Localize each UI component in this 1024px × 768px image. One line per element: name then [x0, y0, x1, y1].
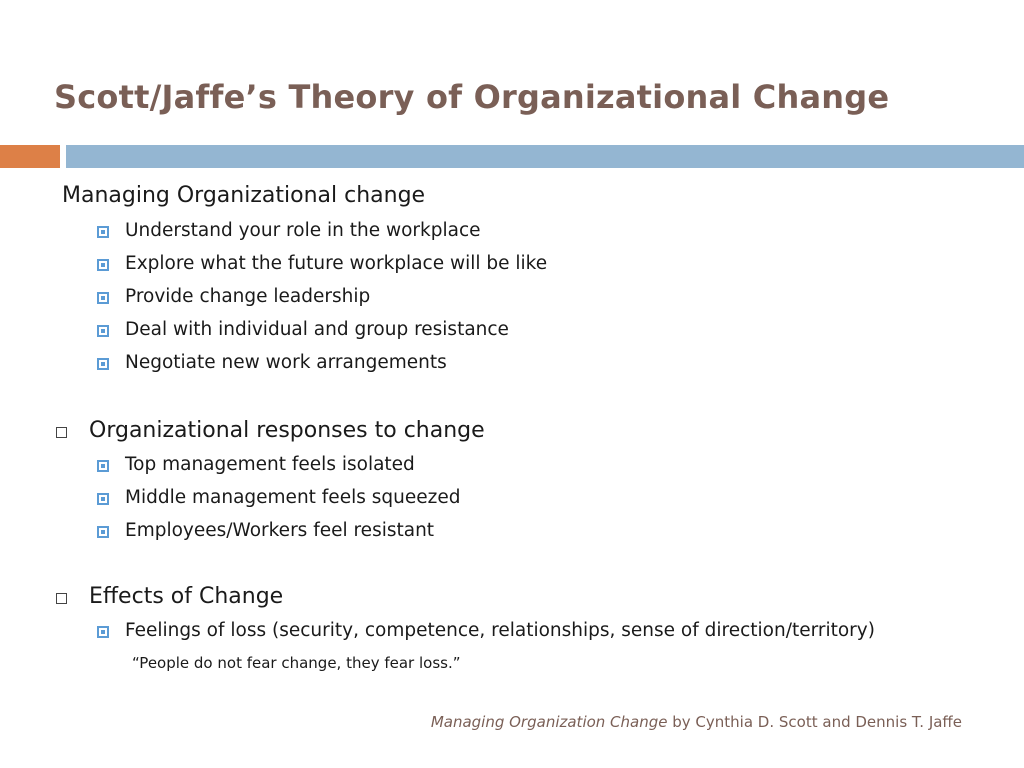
- citation-book-title: Managing Organization Change: [430, 713, 668, 731]
- list-item: Deal with individual and group resistance: [125, 319, 509, 340]
- quote-text: “People do not fear change, they fear loss.”: [132, 654, 461, 672]
- list-item: Feelings of loss (security, competence, relationships, sense of direction/territory): [125, 620, 875, 641]
- list-item: Negotiate new work arrangements: [125, 352, 447, 373]
- list-item: Top management feels isolated: [125, 454, 415, 475]
- section-heading-managing: Managing Organizational change: [62, 183, 426, 208]
- section-heading-effects: Effects of Change: [89, 584, 284, 609]
- square-bullet-icon: [97, 626, 109, 638]
- list-item: Employees/Workers feel resistant: [125, 520, 435, 541]
- section-heading-responses: Organizational responses to change: [89, 418, 485, 443]
- square-bullet-icon: [97, 226, 109, 238]
- list-item: Middle management feels squeezed: [125, 487, 461, 508]
- square-bullet-icon: [97, 259, 109, 271]
- list-item: Provide change leadership: [125, 286, 371, 307]
- square-bullet-icon: [97, 325, 109, 337]
- square-bullet-icon: [97, 493, 109, 505]
- list-item: Understand your role in the workplace: [125, 220, 481, 241]
- citation: [431, 713, 962, 731]
- slide-title: Scott/Jaffe’s Theory of Organizational Change: [54, 78, 890, 116]
- square-bullet-icon: [97, 358, 109, 370]
- citation-authors: by Cynthia D. Scott and Dennis T. Jaffe: [667, 713, 962, 731]
- hollow-square-bullet-icon: [56, 593, 67, 604]
- square-bullet-icon: [97, 526, 109, 538]
- list-item: Explore what the future workplace will be like: [125, 253, 548, 274]
- square-bullet-icon: [97, 292, 109, 304]
- hollow-square-bullet-icon: [56, 427, 67, 438]
- square-bullet-icon: [97, 460, 109, 472]
